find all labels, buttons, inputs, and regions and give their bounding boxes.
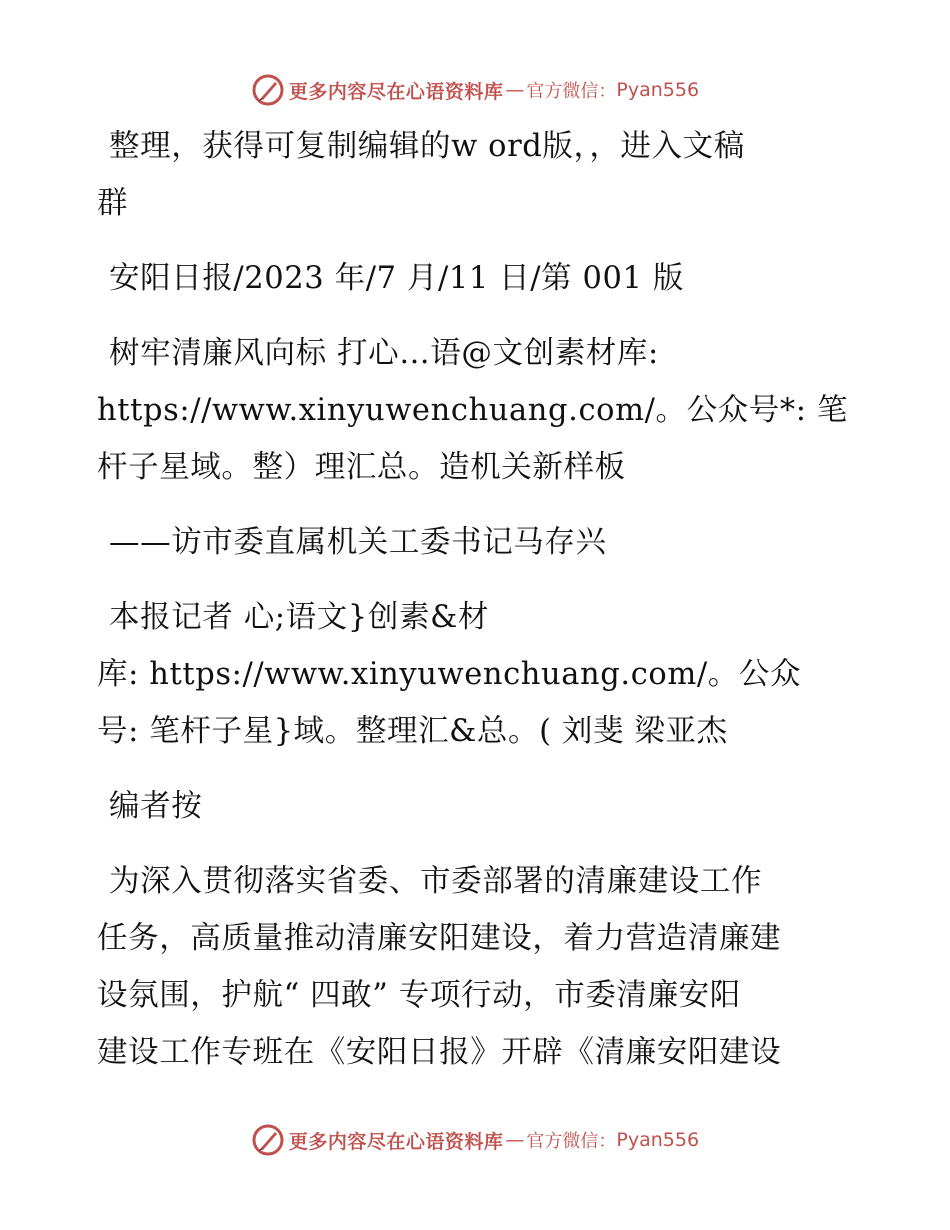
banner-wechat-handle: Pyan556 (616, 1129, 700, 1151)
text-line: 为深入贯彻落实省委、市委部署的清廉建设工作 (109, 864, 763, 899)
banner-wechat-label: 官方微信： (526, 1131, 617, 1152)
banner-wechat-label: 官方微信： (526, 81, 617, 102)
text-line: 库: https://www.xinyuwenchuang.com/。公众 (97, 657, 802, 692)
text-line: 任务，高质量推动清廉安阳建设，着力营造清廉建 (97, 921, 782, 956)
text-line: 杆子星域。整）理汇总。造机关新样板 (97, 450, 626, 485)
text-line: 设氛围，护航“ 四敢” 专项行动，市委清廉安阳 (97, 978, 741, 1013)
paragraph-date (97, 250, 857, 307)
banner-promo-text: 更多内容尽在心语资料库 (288, 80, 504, 103)
text-line: 整理，获得可复制编辑的w ord版，，进入文稿 (109, 129, 745, 164)
text-line: 号: 笔杆子星}域。整理汇&总。( 刘斐 梁亚杰 (97, 714, 728, 749)
text-line: 编者按 (109, 789, 203, 824)
brush-logo-icon (251, 73, 285, 107)
text-line: 建设工作专班在《安阳日报》开辟《清廉安阳建设 (97, 1035, 782, 1070)
text-line: 群 (97, 186, 129, 221)
paragraph-byline (97, 589, 857, 760)
footer-banner (0, 1120, 950, 1160)
text-line: 树牢清廉风向标 打心…语@文创素材库: (109, 336, 659, 371)
banner-dash: — (505, 1129, 525, 1151)
paragraph-editor-note (97, 853, 857, 1081)
text-line: 安阳日报/2023 年/7 月/11 日/第 001 版 (109, 261, 684, 296)
text-line: ——访市委直属机关工委书记马存兴 (109, 525, 607, 560)
text-line: 本报记者 心;语文}创素&材 (109, 600, 489, 635)
paragraph-editor-note-heading (97, 778, 857, 835)
brush-logo-icon (251, 1123, 285, 1157)
paragraph-subtitle (97, 514, 857, 571)
paragraph-headline (97, 325, 857, 496)
header-banner (0, 70, 950, 110)
document-body (97, 118, 857, 1081)
paragraph-1 (97, 118, 857, 232)
banner-promo-text: 更多内容尽在心语资料库 (288, 1130, 504, 1153)
banner-wechat-handle: Pyan556 (616, 79, 700, 101)
text-line: https://www.xinyuwenchuang.com/。公众号*: 笔 (97, 393, 849, 428)
banner-dash: — (505, 79, 525, 101)
